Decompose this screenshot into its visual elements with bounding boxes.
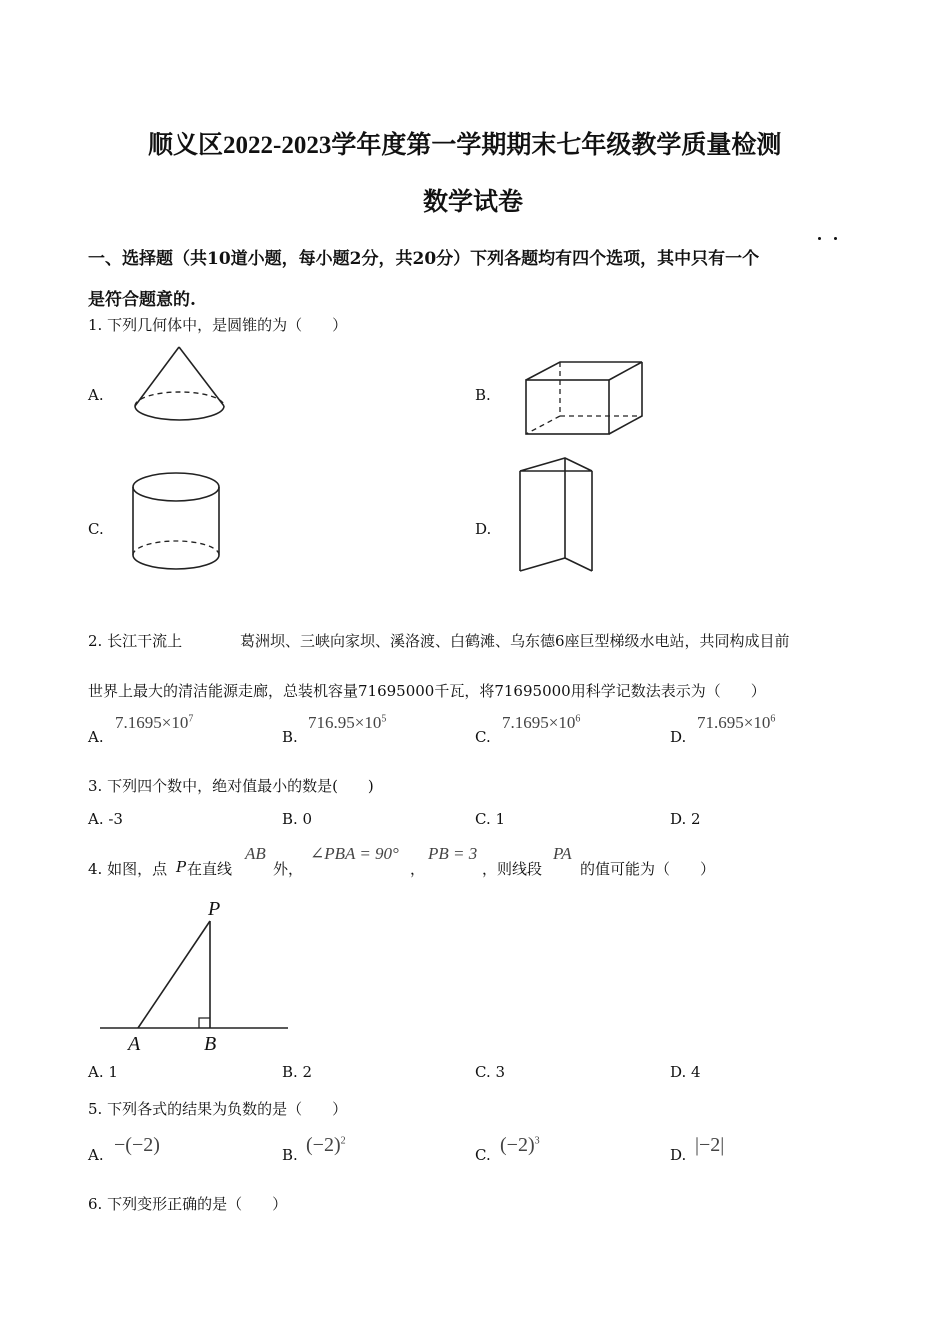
q5-option-d-label: D. — [670, 1146, 687, 1164]
q1-option-b-label: B. — [475, 386, 491, 404]
question-6-stem: 6. 下列变形正确的是（ ） — [88, 1195, 288, 1213]
q5-option-a-label: A. — [88, 1146, 104, 1164]
page-title: 顺义区2022-2023学年度第一学期期末七年级教学质量检测 — [148, 132, 782, 159]
q4-triangle-figure — [98, 893, 293, 1058]
q1-option-c-label: C. — [88, 520, 104, 538]
question-4-stem-start: 4. 如图，点 — [88, 860, 168, 878]
q4-stem-outside: 外， — [273, 860, 304, 878]
label-a: A — [128, 1033, 141, 1055]
q4-stem-on-line: 在直线 — [187, 860, 233, 878]
question-3-stem: 3. 下列四个数中，绝对值最小的数是( ) — [88, 777, 374, 795]
q4-comma: ， — [410, 860, 426, 878]
q4-angle-condition: ∠PBA = 90° — [310, 844, 399, 863]
q2-option-b-value: $716.95\times 10^5$ — [308, 713, 387, 732]
q1-option-a-label: A. — [88, 386, 104, 404]
q4-stem-end: 的值可能为（ ） — [580, 860, 716, 878]
q3-option-d: D. 2 — [670, 810, 701, 828]
q4-pb-condition: PB = 3 — [428, 844, 478, 863]
cylinder-icon — [130, 470, 225, 575]
q4-segment-pa: PA — [553, 844, 572, 863]
q3-option-c: C. 1 — [475, 810, 506, 828]
q3-option-a: A. -3 — [88, 810, 123, 828]
q2-option-a-label: A. — [88, 728, 104, 746]
q4-option-c: C. 3 — [475, 1063, 506, 1081]
q4-point-p: P — [176, 858, 187, 876]
triangular-prism-icon — [516, 455, 598, 577]
question-1-stem: 1. 下列几何体中，是圆锥的为（ ） — [88, 316, 348, 334]
q4-option-b: B. 2 — [282, 1063, 313, 1081]
question-5-stem: 5. 下列各式的结果为负数的是（ ） — [88, 1100, 348, 1118]
q1-option-d-label: D. — [475, 520, 492, 538]
q2-option-a-value: $7.1695\times 10^7$ — [115, 713, 194, 732]
emphasis-dot — [834, 237, 837, 240]
q3-option-b: B. 0 — [282, 810, 313, 828]
q5-option-c-expr: $(-2)^3$ — [500, 1134, 540, 1156]
q5-option-b-expr: $(-2)^2$ — [306, 1134, 346, 1156]
q5-option-c-label: C. — [475, 1146, 491, 1164]
right-angle-mark — [199, 1018, 210, 1028]
segment-pa — [138, 921, 210, 1028]
question-2-stem-line2: 世界上最大的清洁能源走廊，总装机容量71695000千瓦，将71695000用科学记数法表示为（ ） — [88, 682, 766, 700]
section-heading-line2: 是符合题意的. — [88, 290, 196, 310]
q5-option-b-label: B. — [282, 1146, 298, 1164]
q2-option-d-value: $71.695\times 10^6$ — [697, 713, 776, 732]
q2-option-c-value: $7.1695\times 10^6$ — [502, 713, 581, 732]
page-subtitle: 数学试卷 — [423, 189, 524, 216]
q4-option-a: A. 1 — [88, 1063, 118, 1081]
emphasis-dot — [818, 237, 821, 240]
cone-icon — [130, 344, 230, 434]
q2-option-d-label: D. — [670, 728, 687, 746]
q2-option-b-label: B. — [282, 728, 298, 746]
question-2-stem-line1: 葛洲坝、三峡向家坝、溪洛渡、白鹤滩、乌东德6座巨型梯级水电站，共同构成目前 — [240, 632, 790, 650]
q2-option-c-label: C. — [475, 728, 491, 746]
section-heading-line1: 一、选择题（共10道小题，每小题2分，共20分）下列各题均有四个选项，其中只有一个 — [88, 249, 760, 269]
cuboid-icon — [522, 360, 647, 438]
q4-stem-segment: ，则线段 — [482, 860, 543, 878]
label-b: B — [204, 1033, 217, 1055]
question-2-stem-start: 2. 长江干流上 — [88, 632, 183, 650]
q5-option-d-expr: |−2| — [695, 1134, 725, 1156]
q4-option-d: D. 4 — [670, 1063, 701, 1081]
label-p: P — [208, 898, 221, 920]
q4-line-ab: AB — [245, 844, 266, 863]
q5-option-a-expr: −(−2) — [114, 1134, 160, 1156]
